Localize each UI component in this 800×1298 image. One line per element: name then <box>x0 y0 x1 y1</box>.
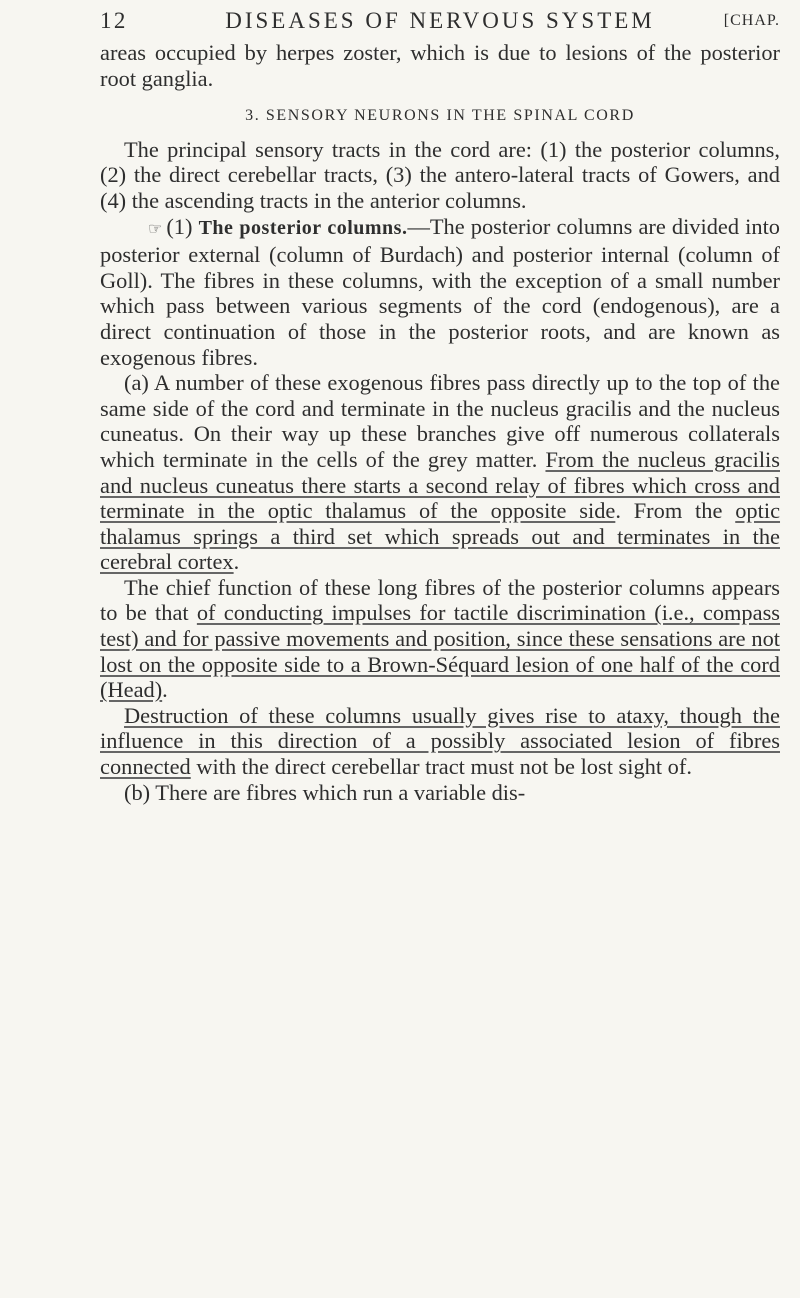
posterior-columns-paragraph <box>100 214 780 371</box>
function-part-1: The chief function of these long fibres of the posterior columns appears to be that <box>100 574 780 626</box>
function-paragraph <box>100 575 780 703</box>
chapter-marker: [CHAP. <box>723 12 780 29</box>
posterior-heading-title: The posterior columns. <box>198 216 408 239</box>
continuation-paragraph: areas occupied by herpes zoster, which is due to lesions of the posterior root ganglia. <box>100 40 780 91</box>
posterior-heading-number: (1) <box>166 213 193 239</box>
function-part-2: . <box>162 677 168 703</box>
paragraph-a-part-3: . <box>233 549 240 575</box>
paragraph-a-part-2: . From the <box>615 498 736 524</box>
function-underlined: of conducting impulses for tactile discrimination (i.e., compass test) and for passive movements and position, since these sensations are not lost on the opposite side to a Brown-Séquard lesion of one half of the cord (Head) <box>100 600 780 703</box>
paragraph-a-underlined-1: From the nucleus gracilis and nucleus cuneatus there starts a second relay of fibres which cross and terminate in the optic thalamus of the opposite side <box>100 446 780 524</box>
paragraph-a-underlined-2: optic thalamus springs a third set which spreads out and terminates in the cerebral cortex <box>100 498 781 575</box>
destruction-part-2: with the direct cerebellar tract must not be lost sight of. <box>190 754 692 780</box>
paragraph-a <box>100 370 780 575</box>
tracts-paragraph: The principal sensory tracts in the cord are: (1) the posterior columns, (2) the direct cerebellar tracts, (3) the antero-lateral tracts of Gowers, and (4) the ascending tracts in the anterior columns. <box>100 136 780 213</box>
paragraph-b: (b) There are fibres which run a variable dis- <box>124 779 526 805</box>
pointing-hand-icon: ☞ <box>148 220 163 238</box>
section-heading: 3. SENSORY NEURONS IN THE SPINAL CORD <box>245 107 635 125</box>
posterior-text: —The posterior columns are divided into posterior external (column of Burdach) and posterior internal (column of Goll). The fibres in these columns, with the exception of a small number which pass between various segments of the cord (endogenous), are a direct continuation of those in the posterior roots, and are known as exogenous fibres. <box>100 213 780 370</box>
paragraph-a-part-1: (a) A number of these exogenous fibres pass directly up to the top of the same side of the cord and terminate in the nucleus gracilis and the nucleus cuneatus. On their way up these branches give off numerous collaterals which terminate in the cells of the grey matter. <box>100 370 780 472</box>
destruction-underlined: Destruction of these columns usually gives rise to ataxy, though the influence in this direction of a possibly associated lesion of fibres connected <box>100 702 780 780</box>
running-title: DISEASES OF NERVOUS SYSTEM <box>225 8 655 33</box>
destruction-paragraph <box>100 703 780 780</box>
body-text <box>100 40 780 805</box>
page-number: 12 <box>100 8 128 33</box>
